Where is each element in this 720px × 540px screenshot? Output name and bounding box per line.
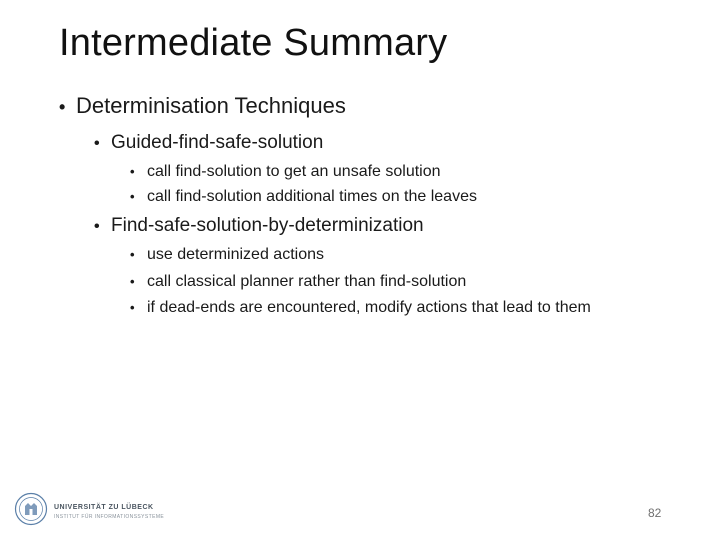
bullet-text: Guided-find-safe-solution xyxy=(111,132,324,153)
logo-institute-name: INSTITUT FÜR INFORMATIONSSYSTEME xyxy=(54,514,165,520)
bullet-level3-unsafe xyxy=(130,163,441,181)
university-logo xyxy=(14,492,174,526)
bullet-level2-determinization xyxy=(94,215,424,237)
bullet-text: use determinized actions xyxy=(147,246,324,263)
slide-title: Intermediate Summary xyxy=(59,22,448,64)
bullet-text: call find-solution to get an unsafe solution xyxy=(147,163,441,180)
bullet-text: call find-solution additional times on the leaves xyxy=(147,188,477,205)
university-seal-icon xyxy=(14,492,48,526)
bullet-text: if dead-ends are encountered, modify actions that lead to them xyxy=(147,299,591,316)
bullet-marker: • xyxy=(130,164,135,179)
bullet-marker: • xyxy=(130,247,135,262)
bullet-marker: • xyxy=(59,97,66,117)
logo-university-name: UNIVERSITÄT ZU LÜBECK xyxy=(54,504,154,511)
bullet-text: call classical planner rather than find-solution xyxy=(147,273,467,290)
bullet-marker: • xyxy=(130,274,135,289)
bullet-level1-determinisation xyxy=(59,93,346,119)
bullet-marker: • xyxy=(94,135,100,152)
bullet-level3-leaves xyxy=(130,188,477,206)
bullet-marker: • xyxy=(130,189,135,204)
bullet-level3-determinized-actions xyxy=(130,246,324,264)
bullet-level3-dead-ends xyxy=(130,299,591,317)
bullet-marker: • xyxy=(130,300,135,315)
bullet-marker: • xyxy=(94,218,100,235)
bullet-level2-guided xyxy=(94,132,323,154)
page-number: 82 xyxy=(648,506,662,520)
bullet-level3-classical-planner xyxy=(130,273,466,291)
bullet-text: Determinisation Techniques xyxy=(76,93,346,118)
bullet-text: Find-safe-solution-by-determinization xyxy=(111,215,424,236)
